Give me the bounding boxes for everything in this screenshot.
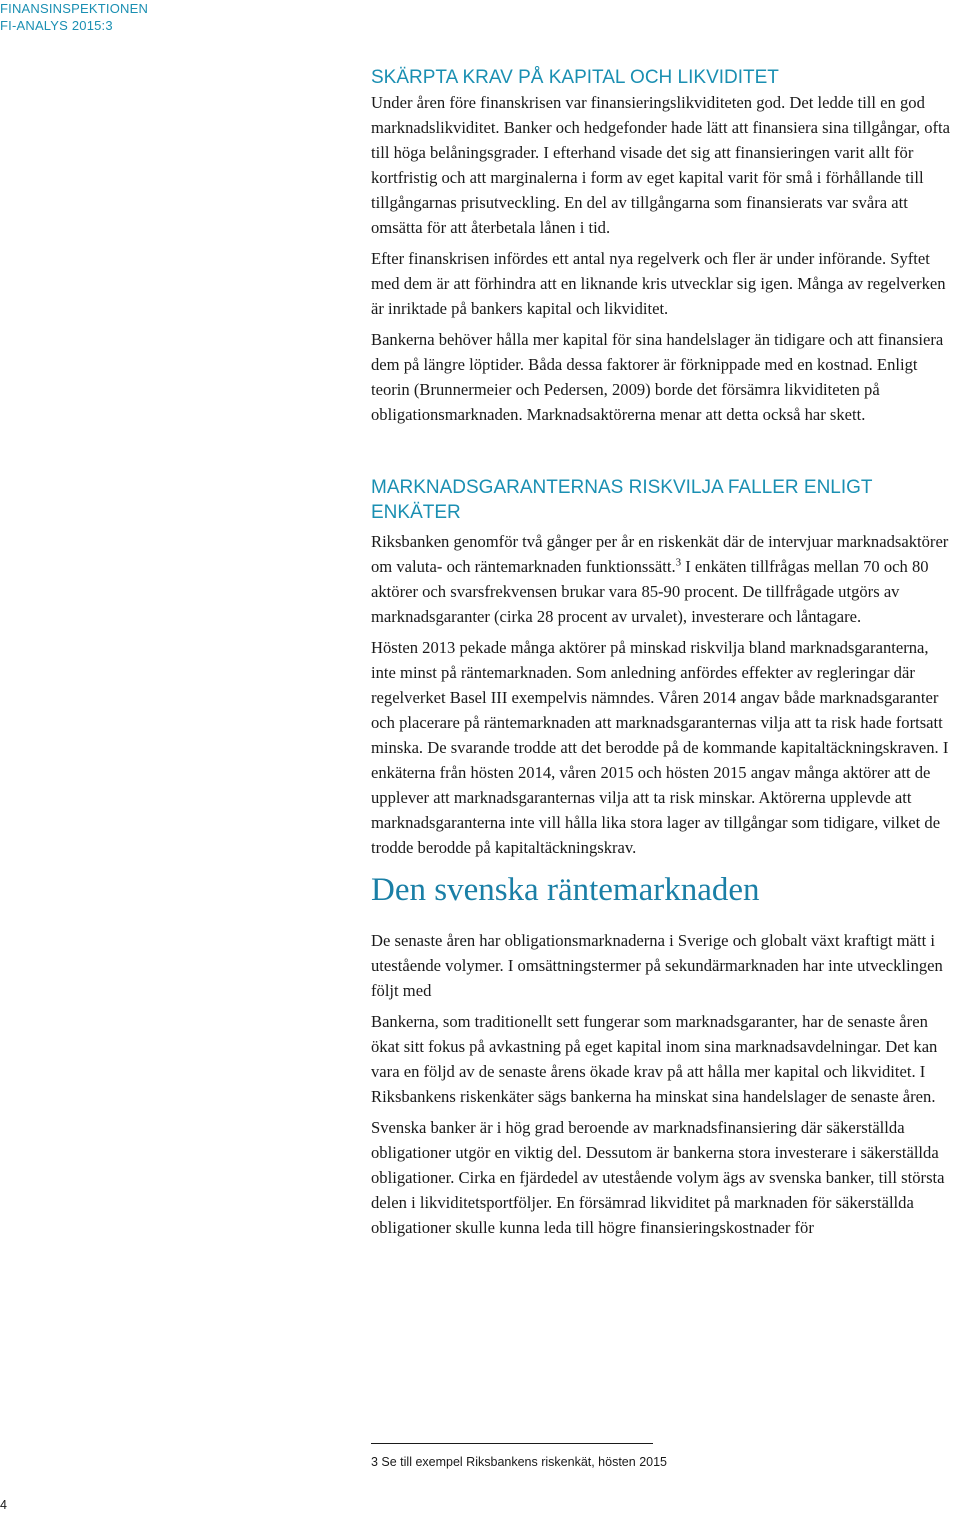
paragraph-text: Riksbanken genomför två gånger per år en riskenkät där de intervjuar marknadsaktörer om valuta- och räntemarknaden funktionssätt. [371, 532, 949, 576]
footnote-ref[interactable]: 3 [675, 556, 682, 569]
section-heading-market-makers: MARKNADSGARANTERNAS RISKVILJA FALLER ENLIGT ENKÄTER [371, 477, 873, 523]
running-header [0, 0, 148, 34]
header-report: FI-ANALYS 2015:3 [0, 18, 113, 33]
paragraph: Bankerna behöver hålla mer kapital för sina handelslager än tidigare och att finansiera dem på längre löptider. Båda dessa faktorer är förknippade med en kostnad. Enligt teorin (Brunnermeier och Pedersen, 2009) borde det försämra likviditeten på obligationsmarknaden. Marknadsaktörerna menar att detta också har skett. [371, 330, 944, 424]
chapter-heading: Den svenska räntemarknaden [371, 872, 760, 908]
footnote-divider [371, 1443, 653, 1444]
main-content [371, 65, 956, 1240]
section-heading-capital-liquidity: SKÄRPTA KRAV PÅ KAPITAL OCH LIKVIDITET [371, 67, 779, 88]
page-number: 4 [0, 1498, 7, 1512]
paragraph: Svenska banker är i hög grad beroende av marknadsfinansiering där säkerställda obligationer utgör en viktig del. Dessutom är bankerna stora investerare i säkerställda obligationer. Cirka en fjärdedel av utestående volym ägs av svenska banker, till största delen i likviditetsportföljer. En försämrad likviditet på marknaden för säkerställda obligationer skulle kunna leda till högre finansieringskostnader för [371, 1118, 945, 1237]
paragraph [371, 529, 956, 629]
paragraph: De senaste åren har obligationsmarknaderna i Sverige och globalt växt kraftigt mätt i utestående volymer. I omsättningstermer på sekundärmarknaden har inte utvecklingen följt med [371, 931, 943, 1000]
paragraph: Hösten 2013 pekade många aktörer på minskad riskvilja bland marknadsgaranterna, inte minst på räntemarknaden. Som anledning anfördes effekter av regleringar där regelverket Basel III exempelvis nämndes. Våren 2014 angav både marknadsgaranter och placerare på räntemarknaden att marknadsgaranternas vilja att ta risk hade fortsatt minska. De svarande trodde att det berodde på de kommande kapitaltäckningskraven. I enkäterna från hösten 2014, våren 2015 och hösten 2015 angav många aktörer att de upplever att marknadsgaranternas vilja att ta risk minskar. Aktörerna upplevde att marknadsgaranterna inte vill hålla lika stora lager av tillgångar som tidigare, vilket de trodde berodde på kapitaltäckningskrav. [371, 638, 949, 857]
paragraph: Bankerna, som traditionellt sett fungerar som marknadsgaranter, har de senaste åren ökat sitt fokus på avkastning på eget kapital inom sina marknadsavdelningar. Det kan vara en följd av de senaste årens ökade krav på att hålla mer kapital och likviditet. I Riksbankens riskenkäter sägs bankerna ha minskat sina handelslager de senaste åren. [371, 1012, 938, 1106]
paragraph: Efter finanskrisen infördes ett antal nya regelverk och fler är under införande. Syftet med dem är att förhindra att en liknande kris utvecklar sig igen. Många av regelverken är inriktade på bankers kapital och likviditet. [371, 249, 946, 318]
footnote: 3 Se till exempel Riksbankens riskenkät, hösten 2015 [371, 1455, 667, 1469]
paragraph: Under åren före finanskrisen var finansieringslikviditeten god. Det ledde till en god marknadslikviditet. Banker och hedgefonder hade lätt att finansiera sina tillgångar, ofta till höga belåningsgrader. I efterhand visade det sig att finansieringen varit allt för kortfristig och att marginalerna i form av eget kapital varit för små i förhållande till tillgångarnas prisutveckling. En del av tillgångarna som finansierats var svåra att omsätta för att återbetala lånen i tid. [371, 93, 950, 237]
paragraph-text: I enkäten tillfrågas mellan 70 och 80 aktörer och svarsfrekvensen brukar vara 85-90 procent. De tillfrågade utgörs av marknadsgaranter (cirka 28 procent av urvalet), investerare och låntagare. [371, 557, 929, 626]
header-org: FINANSINSPEKTIONEN [0, 1, 149, 16]
